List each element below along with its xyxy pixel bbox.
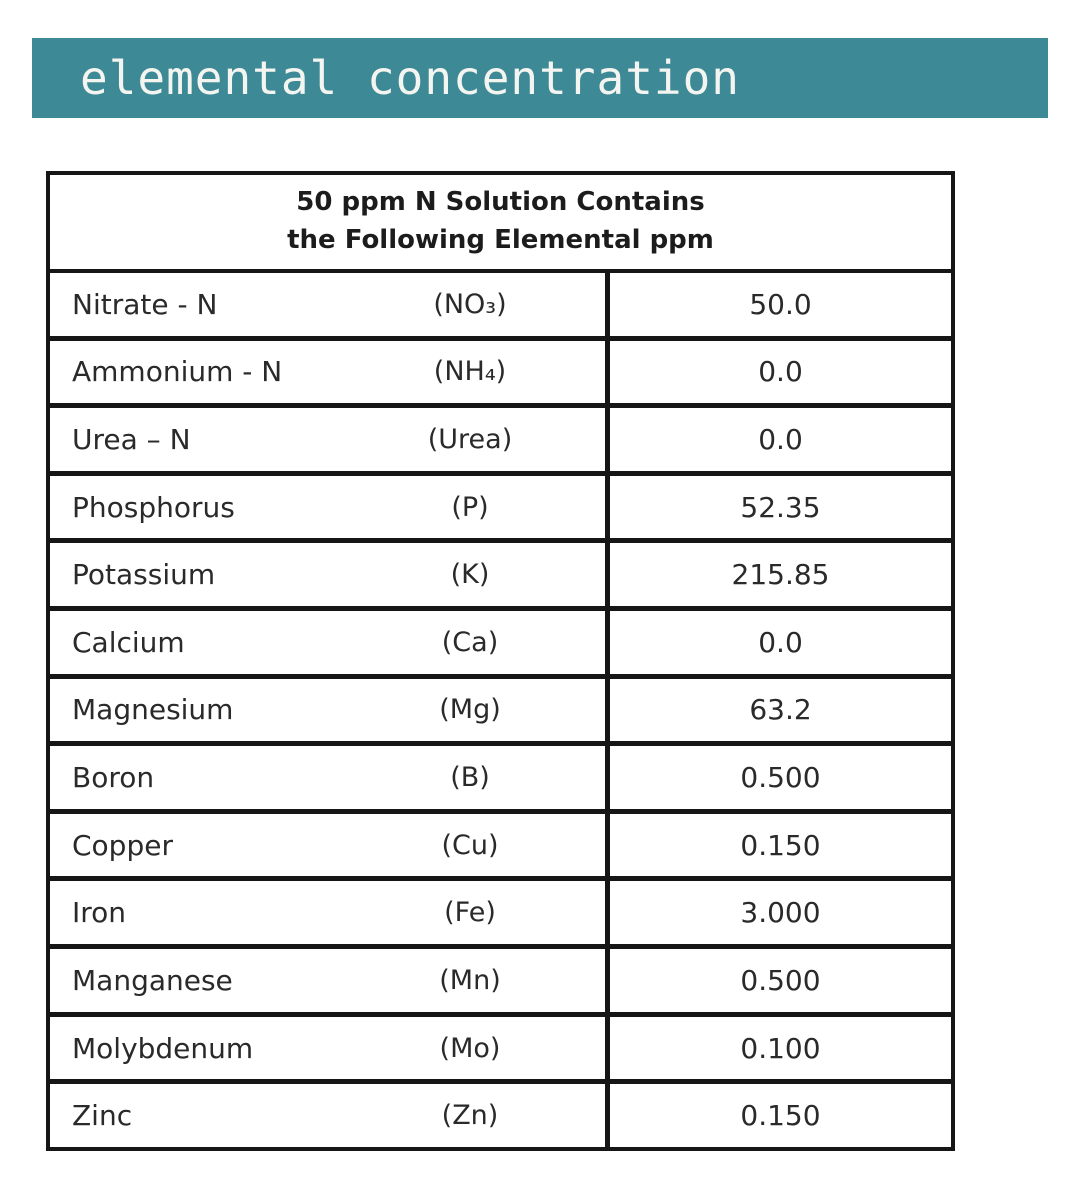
- table-header-line-1: 50 ppm N Solution Contains: [296, 187, 705, 218]
- table-row: [50, 746, 951, 814]
- element-name: Manganese: [72, 963, 233, 997]
- element-symbol: (Ca): [441, 626, 499, 658]
- element-value: 0.100: [740, 1031, 821, 1065]
- element-symbol: (Mn): [439, 964, 501, 996]
- element-name: Magnesium: [72, 693, 234, 727]
- element-symbol: (Mg): [439, 694, 501, 726]
- element-name: Zinc: [72, 1099, 133, 1133]
- element-value: 63.2: [749, 693, 812, 727]
- table-header-line-2: the Following Elemental ppm: [287, 225, 714, 255]
- element-name: Potassium: [72, 558, 216, 592]
- element-value: 0.150: [740, 1099, 821, 1133]
- element-value: 0.0: [758, 423, 803, 457]
- table-row: [50, 1017, 951, 1085]
- element-symbol: (Cu): [441, 829, 499, 861]
- table-row: [50, 1084, 951, 1147]
- element-value: 0.150: [740, 828, 821, 862]
- element-name: Calcium: [72, 625, 185, 659]
- element-value: 52.35: [740, 490, 821, 524]
- element-table: [46, 171, 955, 1151]
- element-value: 0.500: [740, 963, 821, 997]
- element-symbol: (Fe): [444, 897, 496, 929]
- element-name: Molybdenum: [72, 1031, 254, 1065]
- element-symbol: (Mo): [439, 1032, 501, 1064]
- table-header: [50, 175, 951, 273]
- table-row: [50, 273, 951, 341]
- table-body: [50, 273, 951, 1147]
- element-symbol: (Urea): [427, 424, 513, 456]
- table-row: [50, 611, 951, 679]
- title-banner: [32, 38, 1048, 118]
- element-name: Ammonium - N: [72, 355, 283, 389]
- element-symbol: (NH₄): [433, 356, 507, 388]
- table-row: [50, 679, 951, 747]
- table-row: [50, 949, 951, 1017]
- element-symbol: (NO₃): [433, 288, 507, 320]
- element-symbol: (K): [450, 559, 490, 591]
- element-name: Phosphorus: [72, 490, 235, 524]
- element-name: Copper: [72, 828, 173, 862]
- table-row: [50, 408, 951, 476]
- element-name: Nitrate - N: [72, 287, 218, 321]
- table-row: [50, 543, 951, 611]
- table-row: [50, 881, 951, 949]
- table-row: [50, 476, 951, 544]
- element-value: 0.500: [740, 761, 821, 795]
- element-symbol: (P): [451, 491, 489, 523]
- table-row: [50, 341, 951, 409]
- element-value: 0.0: [758, 355, 803, 389]
- page-title: elemental concentration: [80, 51, 740, 105]
- element-symbol: (Zn): [441, 1100, 499, 1132]
- element-name: Boron: [72, 761, 155, 795]
- element-value: 3.000: [740, 896, 821, 930]
- element-value: 50.0: [749, 287, 812, 321]
- element-symbol: (B): [450, 762, 490, 794]
- element-value: 215.85: [731, 558, 830, 592]
- element-name: Iron: [72, 896, 127, 930]
- element-value: 0.0: [758, 625, 803, 659]
- table-row: [50, 814, 951, 882]
- element-name: Urea – N: [72, 423, 191, 457]
